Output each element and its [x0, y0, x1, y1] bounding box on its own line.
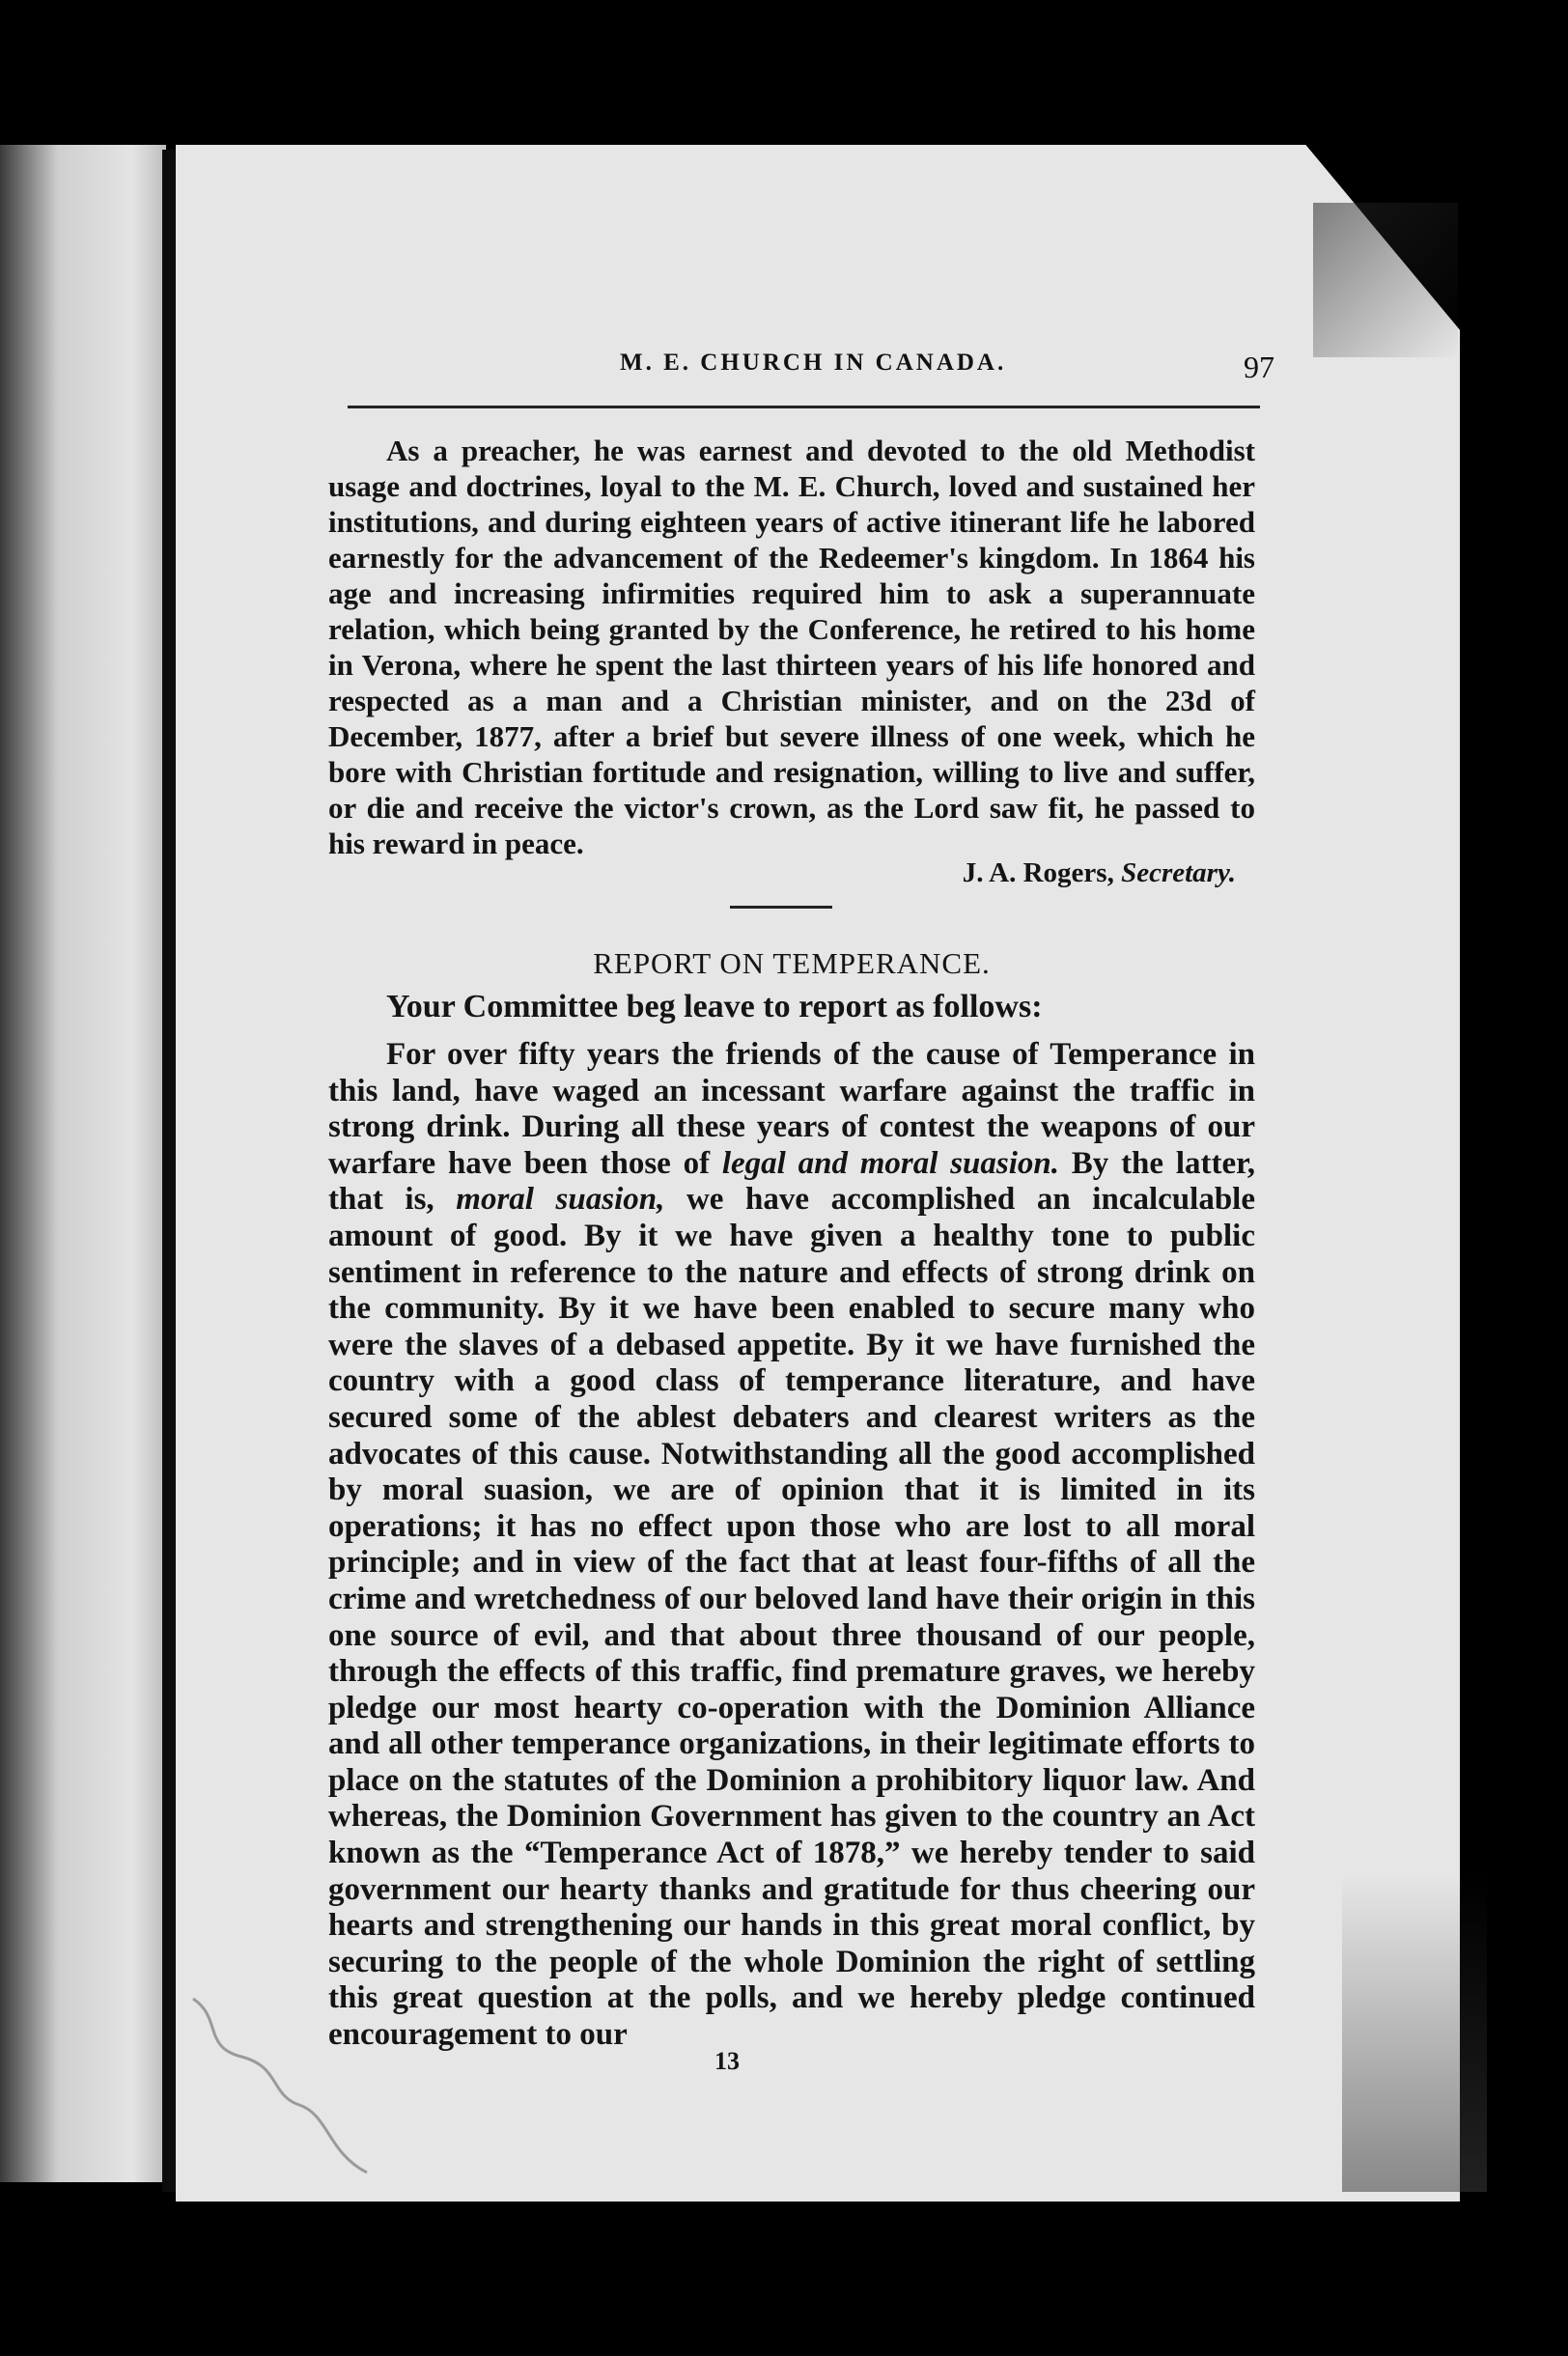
report-text-part2: By the latter, that is, — [328, 1145, 1255, 1218]
pencil-squiggle — [183, 1989, 396, 2182]
header-rule — [348, 406, 1260, 408]
facing-page-edge — [0, 145, 166, 2182]
torn-corner-shadow — [1313, 203, 1458, 357]
signature-line — [328, 857, 1236, 889]
report-emphasis-2: moral suasion, — [456, 1182, 665, 1218]
signature-role: Secretary. — [1121, 857, 1236, 888]
running-head: M. E. CHURCH IN CANADA. — [620, 350, 1007, 376]
report-text-part1: For over fifty years the friends of the cause of Temperance in this land, have waged an incessant warfare against the traffic in strong drink. During all these years of contest the weapons of our warfare have been those of — [328, 1037, 1255, 1181]
obituary-text: As a preacher, he was earnest and devoted to the old Methodist usage and doctrines, loyal to the M. E. Church, loved and sustained her institutions, and during eighteen years of active itinerant life he labored earnestly for the advancement of the Redeemer's kingdom. In 1864 his age and increasing infirmities required him to ask a superannuate relation, which being granted by the Conference, he retired to his home in Verona, where he spent the last thirteen years of his life honored and respected as a man and a Christian minister, and on the 23d of December, 1877, after a brief but severe illness of one week, which he bore with Christian fortitude and resignation, willing to live and suffer, or die and receive the victor's crown, as the Lord saw fit, he passed to his reward in peace. — [328, 434, 1255, 860]
obituary-paragraph — [328, 433, 1255, 861]
report-paragraph — [328, 1037, 1255, 2054]
report-intro: Your Committee beg leave to report as follows: — [386, 989, 1043, 1024]
report-text-part3: we have accomplished an incalculable amount of good. By it we have given a healthy tone to public sentiment in reference to the nature and effects of strong drink on the community. By it we have been enabled to secure many who were the slaves of a debased appetite. By it we have furnished the country with a good class of temperance literature, and have secured some of the ablest debaters and clearest writers as the advocates of this cause. Notwithstanding all the good accomplished by moral suasion, we are of opinion that it is limited in its operations; it has no effect upon those who are lost to all moral principle; and in view of the fact that at least four-fifths of all the crime and wretchedness of our beloved land have their origin in this one source of evil, and that about three thousand of our people, through the effects of this traffic, find premature graves, we hereby pledge our most hearty co-operation with the Dominion Alliance and all other temperance organizations, in their legitimate efforts to place on the statutes of the Dominion a prohibitory liquor law. And whereas, the Dominion Government has given to the country an Act known as the “Temperance Act of 1878,” we hereby tender to said government our hearty thanks and gratitude for thus cheering our hearts and strengthening our hands in this great moral conflict, by securing to the people of the whole Dominion the right of settling this great question at the polls, and we hereby pledge continued encouragement to our — [328, 1182, 1255, 2053]
section-title: REPORT ON TEMPERANCE. — [593, 946, 991, 980]
report-emphasis-1: legal and moral suasion. — [721, 1145, 1060, 1181]
report-text — [328, 1037, 1255, 2054]
page-number: 97 — [1244, 350, 1274, 384]
signature-name: J. A. Rogers, — [962, 857, 1114, 888]
page-header — [348, 350, 1274, 398]
book-spine — [162, 150, 176, 2192]
signature-mark: 13 — [714, 2047, 740, 2075]
page-stain — [1342, 1873, 1487, 2192]
section-divider — [730, 906, 832, 909]
